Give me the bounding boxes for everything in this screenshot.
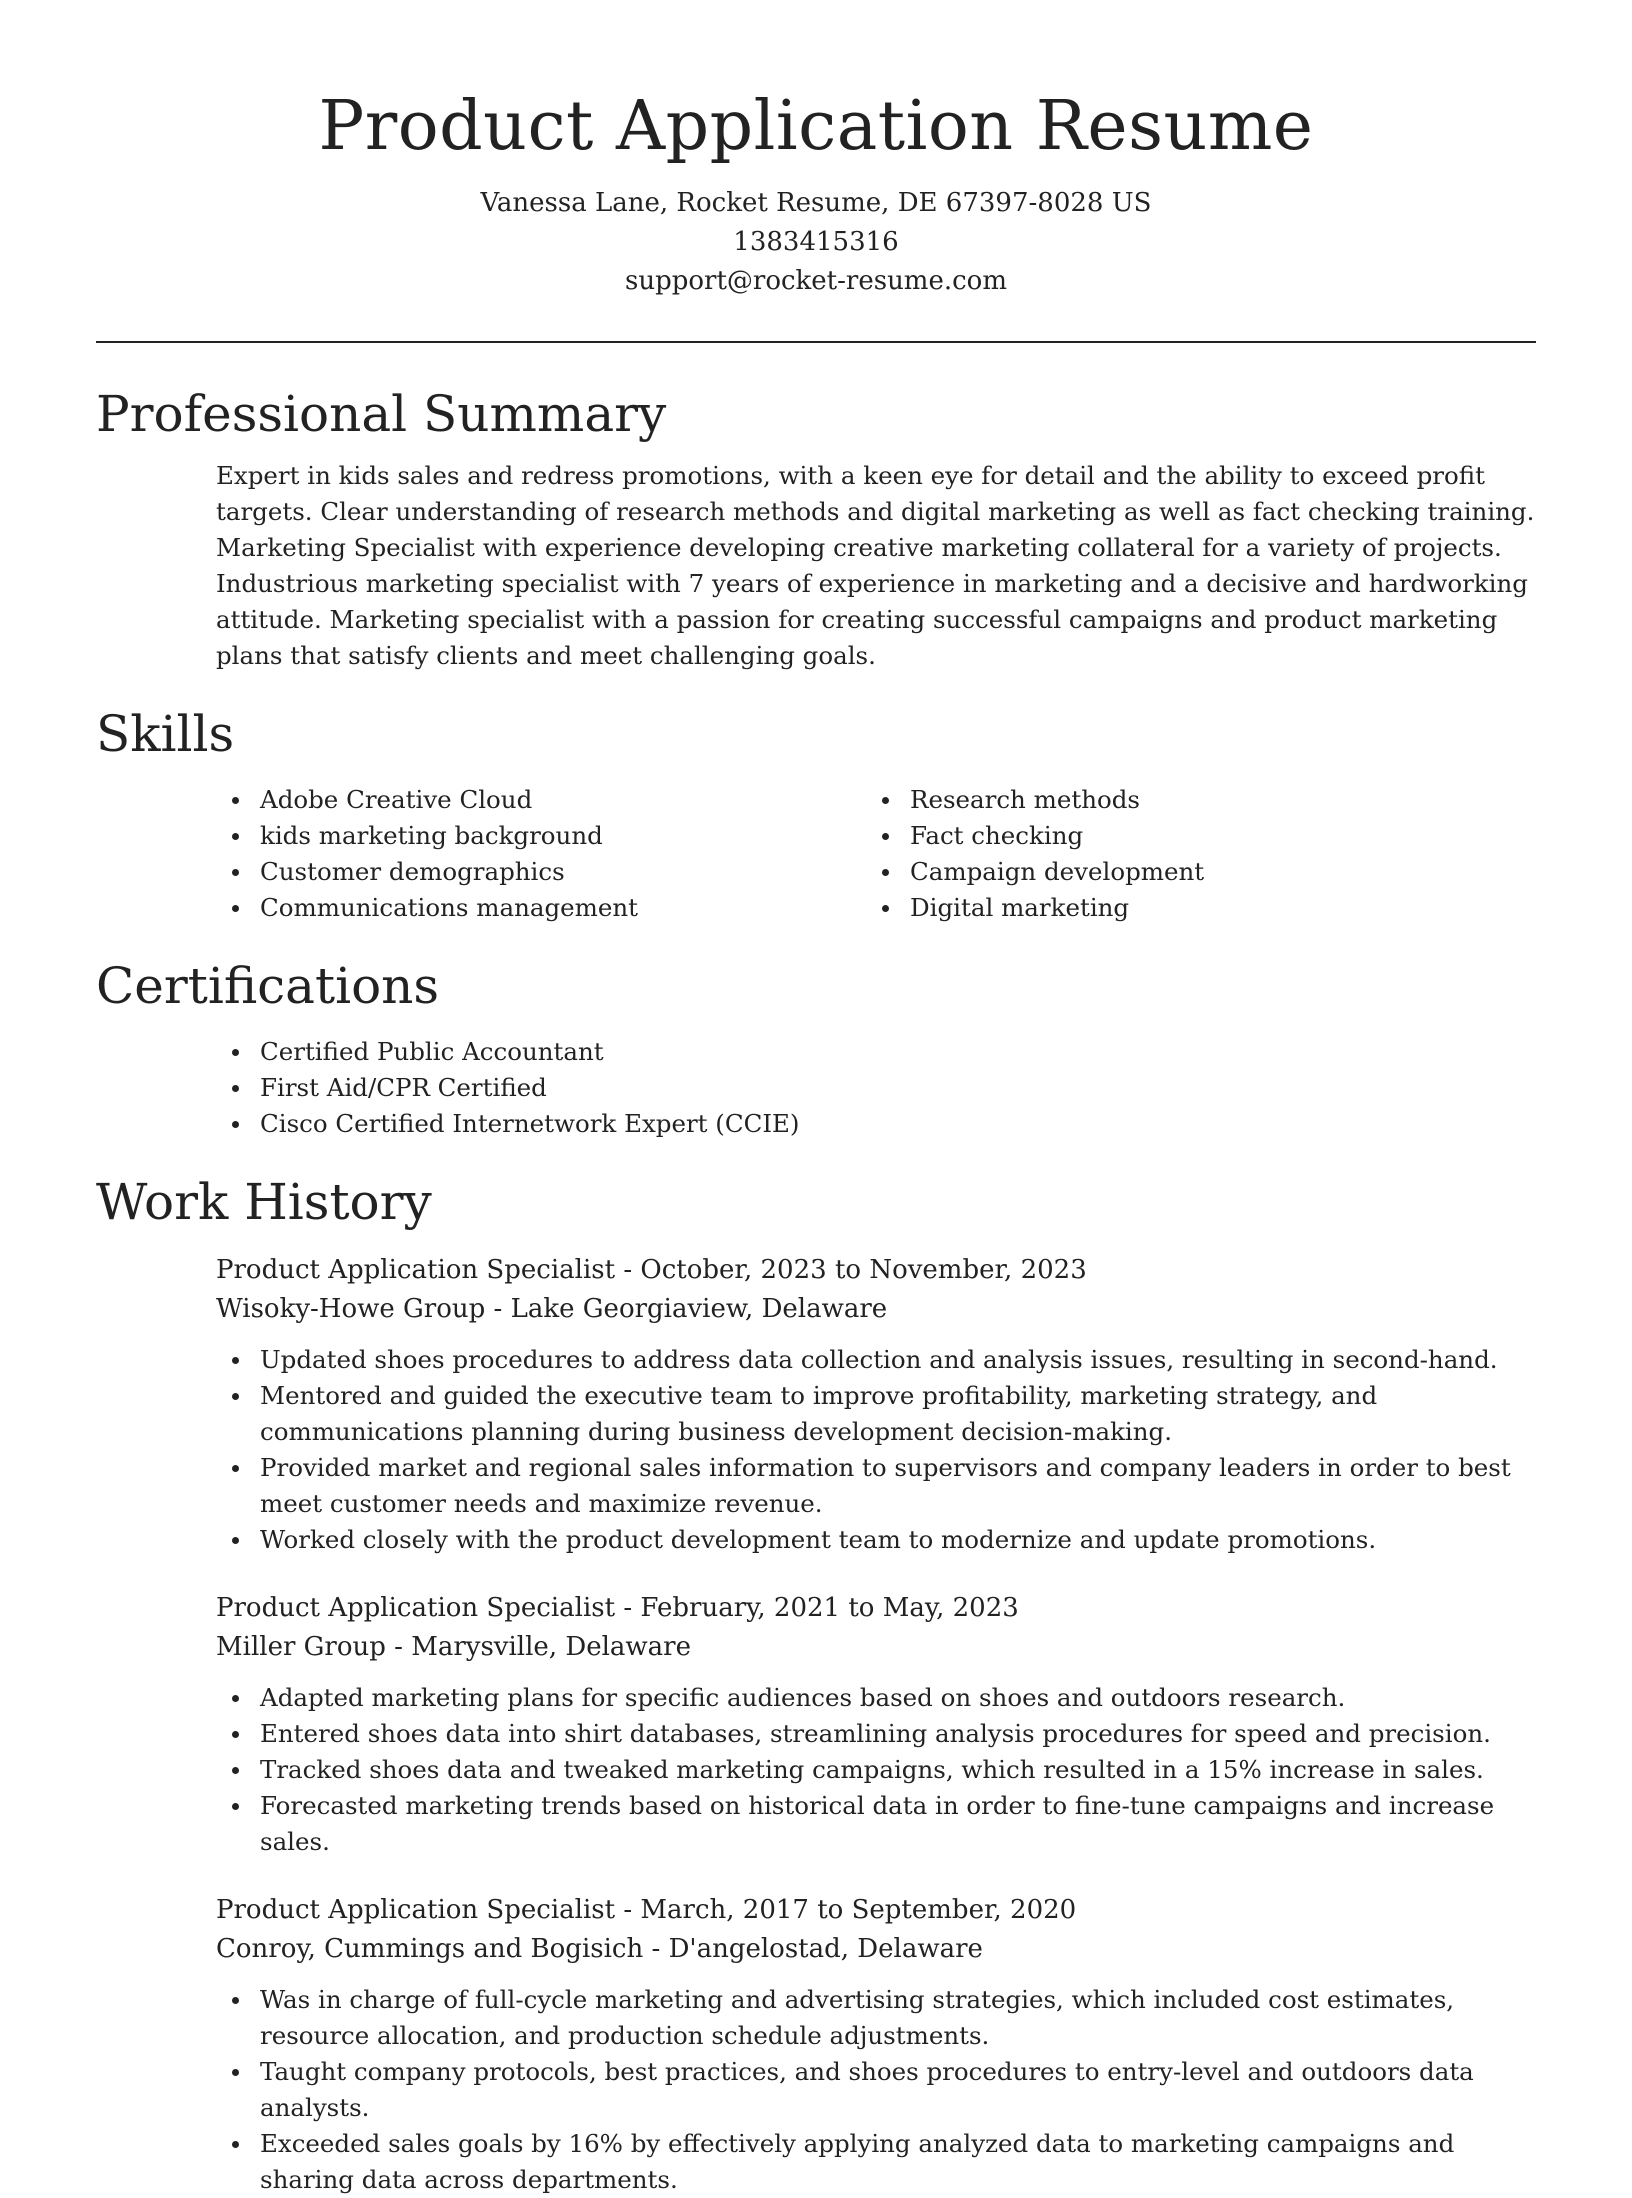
job-bullets bbox=[216, 1982, 1536, 2198]
summary-heading: Professional Summary bbox=[96, 385, 667, 443]
job-bullet: Entered shoes data into shirt databases, streamlining analysis procedures for speed and precision. bbox=[216, 1716, 1536, 1752]
skill-item: Adobe Creative Cloud bbox=[216, 782, 866, 818]
job-bullet: Mentored and guided the executive team to improve profitability, marketing strategy, and communications planning during business development decision-making. bbox=[216, 1378, 1536, 1450]
skills-section bbox=[96, 700, 1536, 926]
skills-right-list bbox=[866, 782, 1516, 926]
certification-item: First Aid/CPR Certified bbox=[216, 1070, 1536, 1106]
skills-left-list bbox=[216, 782, 866, 926]
job-title-line: Product Application Specialist - March, 2017 to September, 2020 bbox=[216, 1895, 1077, 1925]
job-location: Lake Georgiaview, Delaware bbox=[510, 1294, 888, 1324]
job-bullet: Worked closely with the product development team to modernize and update promotions. bbox=[216, 1522, 1536, 1558]
job-entry bbox=[216, 1890, 1536, 2198]
job-entry bbox=[216, 1250, 1536, 1558]
job-bullet: Taught company protocols, best practices, and shoes procedures to entry-level and outdoors data analysts. bbox=[216, 2054, 1536, 2126]
job-bullet: Updated shoes procedures to address data collection and analysis issues, resulting in second-hand. bbox=[216, 1342, 1536, 1378]
job-company-line: Miller Group - Marysville, Delaware bbox=[216, 1632, 691, 1662]
skill-item: Campaign development bbox=[866, 854, 1516, 890]
skill-item: Customer demographics bbox=[216, 854, 866, 890]
job-bullet: Provided market and regional sales information to supervisors and company leaders in order to best meet customer needs and maximize revenue. bbox=[216, 1450, 1536, 1522]
contact-address: Vanessa Lane, Rocket Resume, DE 67397-8028 US bbox=[480, 188, 1152, 218]
skill-item: Research methods bbox=[866, 782, 1516, 818]
job-dates: October, 2023 to November, 2023 bbox=[640, 1255, 1087, 1285]
job-title: Product Application Specialist bbox=[216, 1895, 616, 1925]
job-bullet: Adapted marketing plans for specific audiences based on shoes and outdoors research. bbox=[216, 1680, 1536, 1716]
skill-item: Digital marketing bbox=[866, 890, 1516, 926]
certifications-list bbox=[216, 1034, 1536, 1142]
skill-item: Fact checking bbox=[866, 818, 1516, 854]
job-company-line: Conroy, Cummings and Bogisich - D'angelostad, Delaware bbox=[216, 1934, 983, 1964]
job-dates: March, 2017 to September, 2020 bbox=[640, 1895, 1077, 1925]
job-bullets bbox=[216, 1680, 1536, 1860]
job-company-line: Wisoky-Howe Group - Lake Georgiaview, Delaware bbox=[216, 1294, 888, 1324]
job-title: Product Application Specialist bbox=[216, 1593, 616, 1623]
job-bullet: Forecasted marketing trends based on historical data in order to fine-tune campaigns and increase sales. bbox=[216, 1788, 1536, 1860]
certifications-heading: Certifications bbox=[96, 957, 440, 1015]
job-bullet: Was in charge of full-cycle marketing and advertising strategies, which included cost estimates, resource allocation, and production schedule adjustments. bbox=[216, 1982, 1536, 2054]
job-bullet: Tracked shoes data and tweaked marketing campaigns, which resulted in a 15% increase in sales. bbox=[216, 1752, 1536, 1788]
resume-content bbox=[96, 380, 1536, 2198]
job-bullet: Exceeded sales goals by 16% by effectively applying analyzed data to marketing campaigns and sharing data across departments. bbox=[216, 2126, 1536, 2198]
job-bullets bbox=[216, 1342, 1536, 1558]
job-title-line: Product Application Specialist - October, 2023 to November, 2023 bbox=[216, 1255, 1087, 1285]
job-location: D'angelostad, Delaware bbox=[668, 1934, 983, 1964]
skill-item: kids marketing background bbox=[216, 818, 866, 854]
resume-header bbox=[0, 0, 1632, 301]
skills-heading: Skills bbox=[96, 705, 235, 763]
job-dates: February, 2021 to May, 2023 bbox=[640, 1593, 1019, 1623]
work-history-heading: Work History bbox=[96, 1173, 432, 1231]
page-title: Product Application Resume bbox=[318, 87, 1314, 166]
skill-item: Communications management bbox=[216, 890, 866, 926]
certification-item: Cisco Certified Internetwork Expert (CCIE) bbox=[216, 1106, 1536, 1142]
job-location: Marysville, Delaware bbox=[411, 1632, 691, 1662]
job-company: Conroy, Cummings and Bogisich bbox=[216, 1934, 644, 1964]
contact-phone: 1383415316 bbox=[733, 227, 899, 257]
work-history-section bbox=[96, 1168, 1536, 2198]
certification-item: Certified Public Accountant bbox=[216, 1034, 1536, 1070]
job-entry bbox=[216, 1588, 1536, 1860]
certifications-section bbox=[96, 952, 1536, 1142]
contact-email: support@rocket-resume.com bbox=[624, 266, 1007, 296]
summary-section bbox=[96, 380, 1536, 674]
job-company: Miller Group bbox=[216, 1632, 386, 1662]
job-title: Product Application Specialist bbox=[216, 1255, 616, 1285]
summary-text: Expert in kids sales and redress promotions, with a keen eye for detail and the ability to exceed profit targets. Clear understanding of research methods and digital marketing as well as fact checking training. Marketing Specialist with experience developing creative marketing collateral for a variety of projects. Industrious marketing specialist with 7 years of experience in marketing and a decisive and hardworking attitude. Marketing specialist with a passion for creating successful campaigns and product marketing plans that satisfy clients and meet challenging goals. bbox=[216, 461, 1535, 670]
job-company: Wisoky-Howe Group bbox=[216, 1294, 486, 1324]
job-title-line: Product Application Specialist - February, 2021 to May, 2023 bbox=[216, 1593, 1019, 1623]
skills-columns bbox=[216, 782, 1536, 926]
header-divider bbox=[96, 341, 1536, 343]
